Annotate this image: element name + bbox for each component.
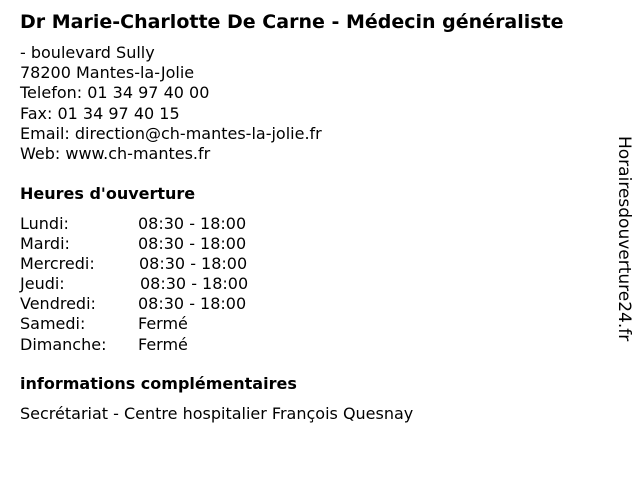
day-label: Mercredi:	[20, 254, 95, 274]
hours-value: 08:30 - 18:00	[140, 274, 249, 294]
phone-line: Telefon: 01 34 97 40 00	[20, 83, 210, 103]
hours-value: 08:30 - 18:00	[138, 234, 247, 254]
day-label: Vendredi:	[20, 294, 96, 314]
day-label: Mardi:	[20, 234, 70, 254]
fax-line: Fax: 01 34 97 40 15	[20, 103, 180, 123]
page-title: Dr Marie-Charlotte De Carne - Médecin généraliste	[20, 11, 564, 33]
web-line: Web: www.ch-mantes.fr	[20, 144, 211, 164]
day-label: Lundi:	[20, 214, 69, 233]
email-line: Email: direction@ch-mantes-la-jolie.fr	[20, 123, 322, 143]
additional-info-heading: informations complémentaires	[20, 374, 297, 393]
day-label: Samedi:	[20, 314, 86, 334]
day-label: Jeudi:	[20, 274, 65, 294]
hours-value: 08:30 - 18:00	[139, 254, 248, 274]
address-line: - boulevard Sully	[20, 43, 155, 62]
hours-value: Fermé	[138, 314, 188, 334]
opening-hours-heading: Heures d'ouverture	[20, 184, 196, 203]
additional-info-text: Secrétariat - Centre hospitalier François Quesnay	[20, 404, 414, 423]
contact-block	[20, 43, 322, 164]
city-line: 78200 Mantes-la-Jolie	[20, 63, 195, 83]
hours-value: 08:30 - 18:00	[138, 294, 247, 314]
day-label: Dimanche:	[20, 334, 107, 354]
watermark-text: Horairesdouverture24.fr	[614, 136, 634, 342]
hours-value: 08:30 - 18:00	[138, 214, 247, 233]
watermark	[610, 136, 634, 372]
hours-value: Fermé	[138, 334, 188, 354]
